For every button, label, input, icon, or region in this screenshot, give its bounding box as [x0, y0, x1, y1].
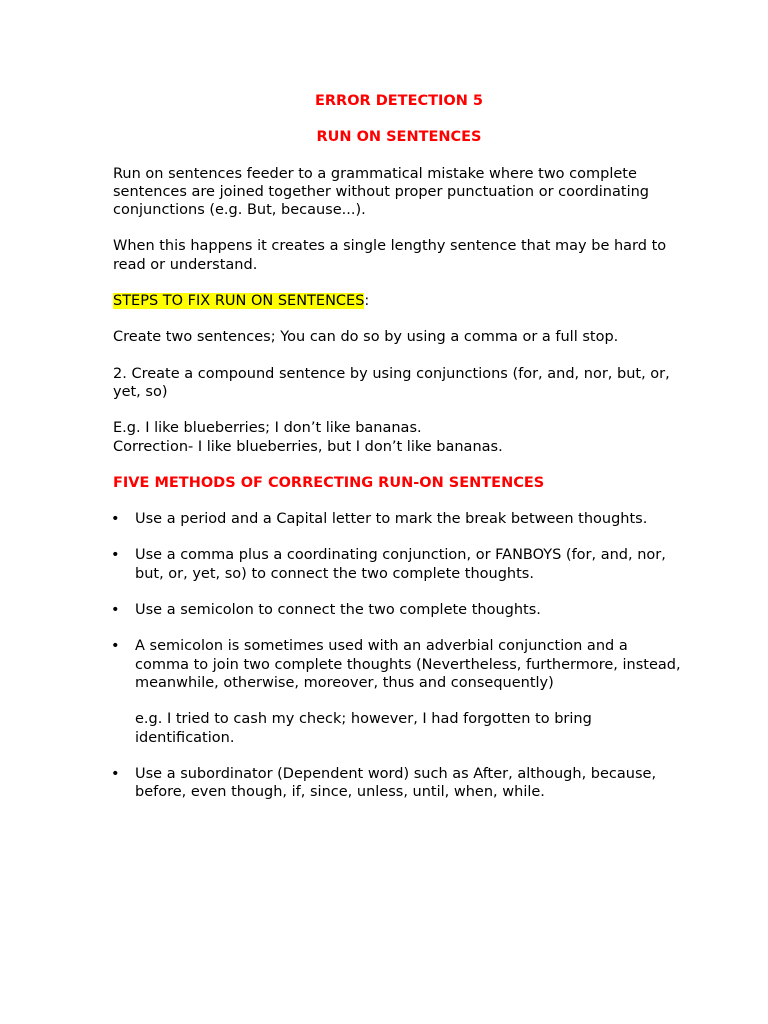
method-text: Use a comma plus a coordinating conjunction, or FANBOYS (for, and, nor, but, or, yet, so) to connect the two complete thoughts.: [135, 547, 666, 582]
list-item: [113, 510, 683, 528]
document-page: [113, 92, 683, 819]
list-item: [113, 765, 683, 802]
steps-heading-colon: :: [364, 293, 370, 310]
example-line-1: E.g. I like blueberries; I don’t like bananas.: [113, 420, 422, 437]
bullet-icon: •: [111, 638, 120, 655]
method-text: Use a subordinator (Dependent word) such as After, although, because, before, even though, if, since, unless, until, when, while.: [135, 765, 657, 801]
document-title: ERROR DETECTION 5: [314, 93, 484, 109]
bullet-icon: •: [111, 602, 120, 619]
document-subtitle: RUN ON SENTENCES: [316, 129, 482, 146]
method-text: Use a semicolon to connect the two complete thoughts.: [135, 602, 541, 619]
bullet-icon: •: [111, 511, 120, 528]
method-text: Use a period and a Capital letter to mark the break between thoughts.: [135, 511, 648, 528]
methods-heading: FIVE METHODS OF CORRECTING RUN-ON SENTENCES: [113, 474, 545, 491]
bullet-icon: •: [111, 765, 120, 782]
intro-paragraph-1: Run on sentences feeder to a grammatical mistake where two complete sentences are joined together without proper punctuation or coordinating conjunctions (e.g. But, because...).: [113, 165, 649, 219]
steps-heading-line: [113, 292, 683, 310]
list-item: [113, 601, 683, 619]
methods-list: [113, 510, 683, 801]
intro-paragraph-2: When this happens it creates a single lengthy sentence that may be hard to read or understand.: [113, 238, 667, 273]
method-example: e.g. I tried to cash my check; however, I had forgotten to bring identification.: [135, 711, 592, 746]
example-correction: Correction- I like blueberries, but I don’t like bananas.: [113, 438, 503, 455]
step-1: Create two sentences; You can do so by using a comma or a full stop.: [113, 329, 619, 346]
list-item: [113, 546, 683, 583]
steps-heading: STEPS TO FIX RUN ON SENTENCES: [113, 293, 365, 310]
list-item: [113, 637, 683, 746]
bullet-icon: •: [111, 547, 120, 564]
method-text: A semicolon is sometimes used with an adverbial conjunction and a comma to join two complete thoughts (Nevertheless, furthermore, instead, meanwhile, otherwise, moreover, thus and consequently): [135, 638, 681, 691]
step-2: 2. Create a compound sentence by using conjunctions (for, and, nor, but, or, yet, so): [113, 365, 670, 400]
